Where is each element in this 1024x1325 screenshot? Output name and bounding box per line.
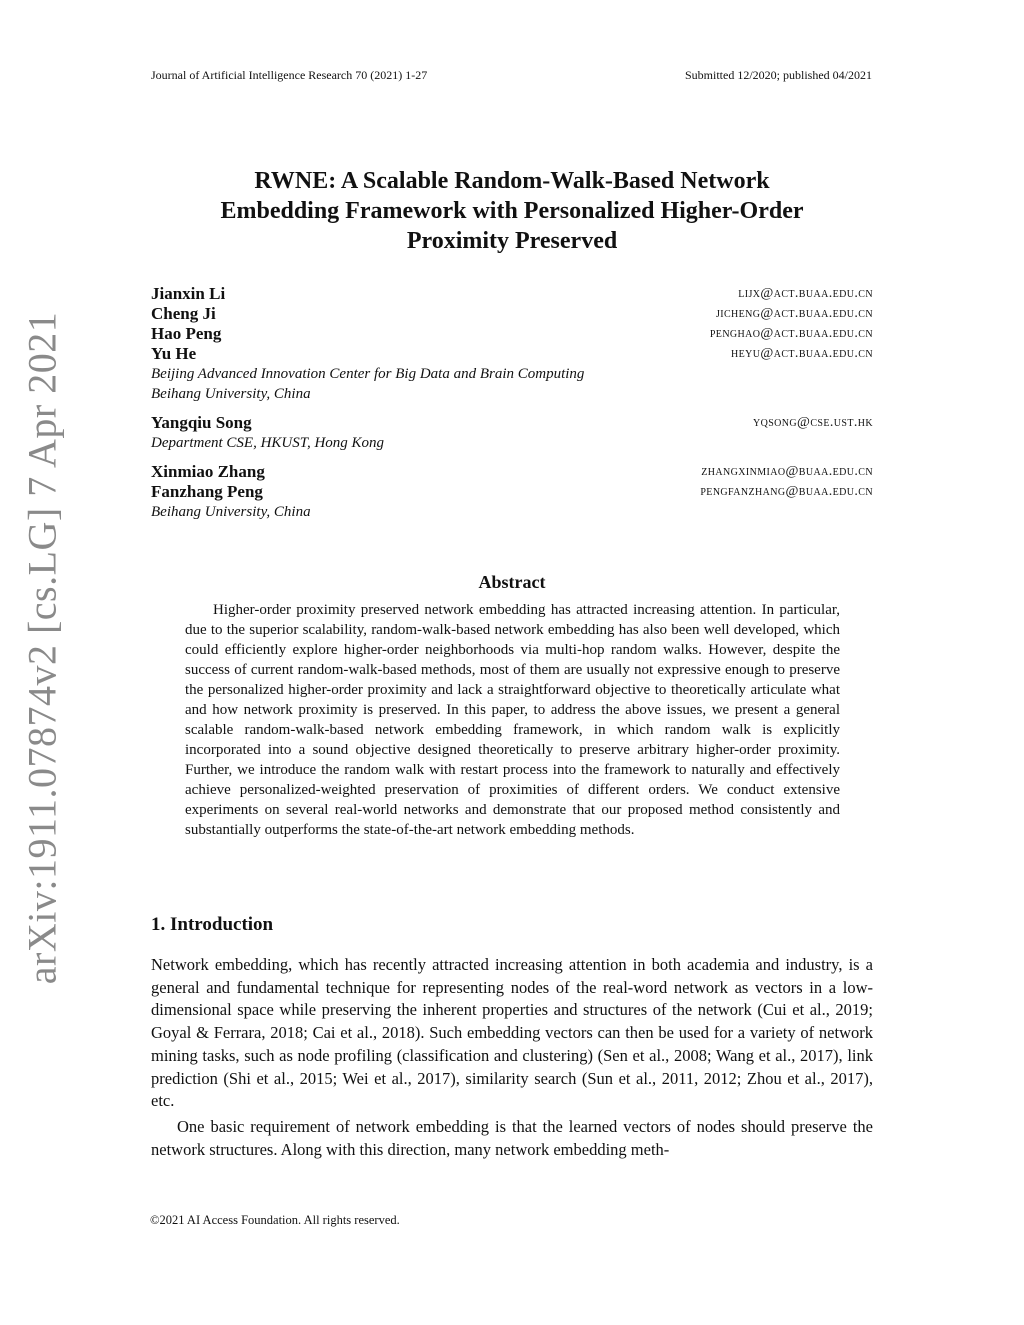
- affiliation: Beihang University, China: [151, 504, 311, 520]
- author-email[interactable]: yqsong@cse.ust.hk: [752, 415, 873, 430]
- affiliation: Beihang University, China: [151, 386, 311, 402]
- affiliation: Beijing Advanced Innovation Center for Big Data and Brain Computing: [151, 366, 585, 382]
- title-line: RWNE: A Scalable Random-Walk-Based Network: [254, 168, 770, 194]
- paragraph: One basic requirement of network embedding is that the learned vectors of nodes should preserve the network structures. Along with this direction, many network embedding meth-: [151, 1116, 873, 1159]
- introduction-body: [151, 954, 873, 1161]
- author-email[interactable]: lijx@act.buaa.edu.cn: [738, 286, 873, 301]
- author-name: Yangqiu Song: [151, 413, 252, 432]
- author-email[interactable]: penghao@act.buaa.edu.cn: [709, 326, 873, 341]
- author-row: [151, 324, 873, 344]
- author-email[interactable]: heyu@act.buaa.edu.cn: [731, 346, 873, 361]
- author-name: Fanzhang Peng: [151, 482, 263, 501]
- author-row: [151, 304, 873, 324]
- journal-citation: Journal of Artificial Intelligence Research 70 (2021) 1-27: [151, 68, 428, 82]
- submission-dates: Submitted 12/2020; published 04/2021: [684, 68, 872, 82]
- author-email[interactable]: pengfanzhang@buaa.edu.cn: [700, 484, 873, 499]
- author-name: Xinmiao Zhang: [151, 462, 265, 481]
- arxiv-identifier[interactable]: arXiv:1911.07874v2 [cs.LG] 7 Apr 2021: [19, 311, 65, 985]
- abstract-text: Higher-order proximity preserved network embedding has attracted increasing attention. In particular, due to the superior scalability, random-walk-based network embedding has also been well developed, which could efficiently explore higher-order neighborhoods via multi-hop random walks. However, despite the success of current random-walk-based methods, most of them are usually not expressive enough to preserve the personalized higher-order proximity and lack a straightforward objective to theoretically articulate what and how network proximity is preserved. In this paper, to address the above issues, we present a general scalable random-walk-based network embedding framework, in which random walk is explicitly incorporated into a sound objective designed theoretically to preserve arbitrary higher-order proximity. Further, we introduce the random walk with restart process into the framework to naturally and effectively achieve personalized-weighted preservation of proximities of different orders. We conduct extensive experiments on several real-world networks and demonstrate that our proposed method consistently and substantially outperforms the state-of-the-art network embedding methods.: [185, 602, 840, 838]
- author-name: Yu He: [151, 344, 197, 363]
- author-email[interactable]: jicheng@act.buaa.edu.cn: [715, 306, 873, 321]
- author-name: Cheng Ji: [151, 304, 216, 323]
- author-block: [151, 284, 873, 522]
- title-line: Embedding Framework with Personalized Higher-Order: [220, 198, 804, 224]
- title-line: Proximity Preserved: [406, 228, 618, 254]
- paragraph: Network embedding, which has recently attracted increasing attention in both academia and industry, is a general and fundamental technique for representing nodes of the real-word network as vectors in a low-dimensional space while preserving the inherent properties and structures of the network (Cui et al., 2019; Goyal & Ferrara, 2018; Cai et al., 2018). Such embedding vectors can then be used for a variety of network mining tasks, such as node profiling (classification and clustering) (Sen et al., 2008; Wang et al., 2017), link prediction (Shi et al., 2015; Wei et al., 2017), similarity search (Sun et al., 2011, 2012; Zhou et al., 2017), etc.: [151, 955, 873, 1111]
- author-row: [151, 482, 873, 502]
- author-row: [151, 344, 873, 364]
- author-email[interactable]: zhangxinmiao@buaa.edu.cn: [701, 464, 873, 479]
- abstract-heading: Abstract: [478, 572, 546, 592]
- author-row: [151, 462, 873, 482]
- author-name: Hao Peng: [151, 324, 222, 343]
- author-row: [151, 413, 873, 433]
- author-name: Jianxin Li: [151, 284, 226, 303]
- section-heading-introduction: 1. Introduction: [151, 914, 274, 935]
- author-row: [151, 284, 873, 304]
- affiliation: Department CSE, HKUST, Hong Kong: [151, 435, 385, 451]
- paper-title: [151, 166, 873, 256]
- copyright-footer: ©2021 AI Access Foundation. All rights reserved.: [150, 1213, 400, 1227]
